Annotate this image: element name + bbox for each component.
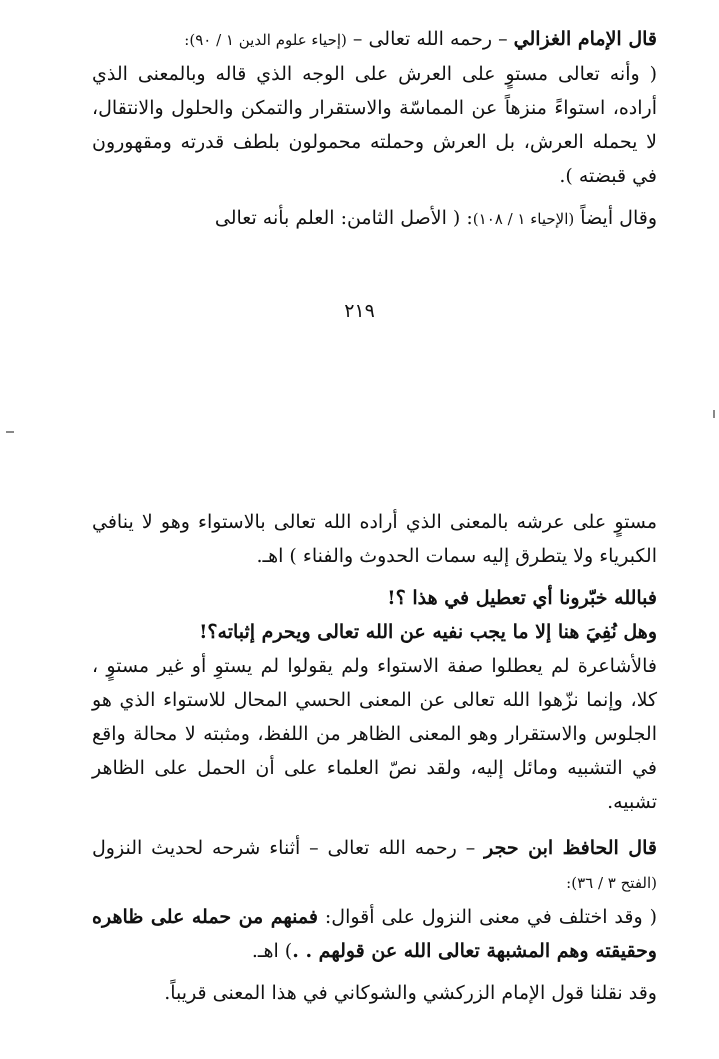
ibn-hajar-reference: (الفتح ٣ / ٣٦): — [566, 874, 657, 892]
ghazali-second-quote — [92, 201, 657, 236]
continuation-paragraph: مستوٍ على عرشه بالمعنى الذي أراده الله تعالى بالاستواء وهو لا ينافي الكبرياء ولا يتطرق إليه سمات الحدوث والفناء ) اهـ. — [92, 511, 657, 567]
closing-paragraph: وقد نقلنا قول الإمام الزركشي والشوكاني في هذا المعنى قريباً. — [164, 982, 657, 1004]
page-bottom-section — [0, 505, 719, 1010]
ghazali-name: قال الإمام الغزالي — [513, 28, 657, 50]
question-one: فبالله خبّرونا أي تعطيل في هذا ؟! — [387, 587, 657, 609]
ibn-hajar-quote-bold: فمنهم من حمله على ظاهره وحقيقته وهم المشبهة تعالى الله عن قولهم . . — [92, 906, 657, 962]
ibn-hajar-quote — [92, 900, 657, 968]
ibn-hajar-name: قال الحافظ ابن حجر — [484, 837, 657, 859]
ibn-hajar-quote-lead: ( وقد اختلف في معنى النزول على أقوال: — [317, 906, 658, 928]
ghazali-quote: ( وأنه تعالى مستوٍ على العرش على الوجه الذي قاله وبالمعنى الذي أراده، استواءً منزهاً عن المماسّة والاستقرار والتمكن والحلول والانتقال، لا يحمله العرش، بل العرش وحملته محمولون بلطف قدرته ومقهورون في قبضته ). — [92, 63, 657, 187]
ghazali-second-text: : ( الأصل الثامن: العلم بأنه تعالى — [214, 207, 473, 229]
asharis-paragraph: فالأشاعرة لم يعطلوا صفة الاستواء ولم يقولوا لم يستوِ أو غير مستوٍ ، كلا، وإنما نزّهوا الله تعالى عن المعنى الحسي المحال للاستواء الذي هو الجلوس والاستقرار وهو المعنى الظاهر من اللفظ، ومثبته لا محالة واقع في التشبيه ومائل إليه، ولقد نصّ العلماء على أن الحمل على الظاهر تشبيه. — [92, 655, 657, 813]
ibn-hajar-heading — [92, 831, 657, 900]
question-two: وهل نُفِيَ هنا إلا ما يجب نفيه عن الله تعالى ويحرم إثباته؟! — [199, 621, 657, 643]
page-number: ٢١٩ — [344, 300, 375, 322]
ibn-hajar-quote-end: ) اهـ. — [251, 940, 293, 962]
page-top-section — [0, 22, 719, 236]
scan-artifact — [713, 410, 715, 418]
scan-artifact — [6, 431, 14, 433]
ghazali-second-lead: وقال أيضاً — [574, 207, 657, 229]
ghazali-heading — [92, 22, 657, 57]
ghazali-reference: (إحياء علوم الدين ١ / ٩٠): — [184, 31, 347, 49]
ghazali-honorific: – رحمه الله تعالى – — [346, 28, 514, 50]
ibn-hajar-intro: – رحمه الله تعالى – أثناء شرحه لحديث النزول — [92, 837, 485, 859]
ghazali-second-reference: (الإحياء ١ / ١٠٨) — [472, 210, 575, 228]
